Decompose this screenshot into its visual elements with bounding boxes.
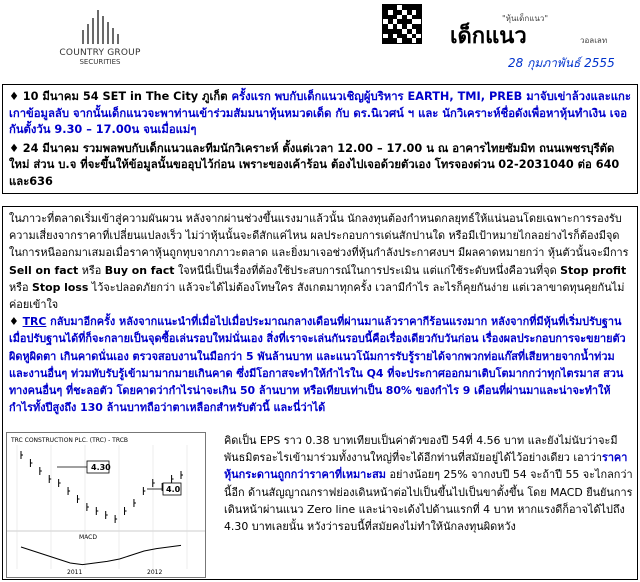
x-tick: 2012 <box>147 569 163 576</box>
stock-chart <box>6 432 206 578</box>
annotation-label: 4.30 <box>91 463 111 472</box>
event-date: 10 มีนาคม 54 SET in The City <box>22 90 199 103</box>
trc-highlight: กำไรน่าจะเกิน 50 ล้านบาท หรือเทียบเท่าเป็น 80% ของกำไร 9 เดือน <box>168 384 499 398</box>
intro-text: ในภาวะที่ตลาดเริ่มเข้าสู่ความผันผวน หลังจากผ่านช่วงขึ้นแรงมาแล้วนั้น นักลงทุนต้องกำหนดกลยุทธ์ให้แน่นอนโดยเฉพาะการรองรับความเสี่ยงจากราคาที่เปลี่ยนแปลงเร็ว ไม่ว่าหุ้นนั้นจะดีสักแค่ไหน ผลประกอบการเด่นสักปานใด หรือมีเป้าหมายไกลอย่างไรก็ต้องมีจุดในการหนีออกมาเสมอเมื่อราคาหุ้นถูกทุบจากภาวะตลาด และยิ่งมาเจอช่วงที่หุ้นกำลังประกาศงบฯ มีผลคาดหมายกว่า หุ้นตัวนั้นจะมีการ <box>9 212 629 260</box>
intro-text: ใจหนีนี่เป็นเรื่องที่ต้องใช้ประสบการณ์ในการประเมิน แต่แก่ใช้ระดับหนึ่งคือวนที่จุด <box>174 263 561 277</box>
trc-paragraph: ♦ TRC กลับมาอีกครั้ง หลังจากแนะนำที่เมื่อไปเมื่อประมาณกลางเดือนที่ผ่านมาแล้วราคากีร้อนแรงมาก หลังจากที่มีหุ้นที่เริ่มปรับฐาน เมื่อปรับฐานได้ที่ก็จะกลายเป็นจุดซื้อเล่นรอบใหม่นั่นเอง สิ่งที่เราจะเล่นกันรอบนี้คือเรื่องเดียวกับวันก่อน เรื่องผลประกอบการจะขยายตัวผิดหูผิดตา เกินคาดนั่นเอง ตรวจสอบงานในมือกว่า 5 พันล้านบาท และแนวโน้มการรับรู้รายได้จากพวกท่อแก๊สที่เสียหายจากน้ำท่วม และงานอื่นๆ ท่วมทับรับรู้เข้ามามากมายเกินคาด ซึ่งมีโอกาสจะทำให้กำไรใน Q4 ที่จะประกาศออกมาเติบโตมากกว่าทุกไตรมาส สวนทางคนอื่นๆ ที่ชะลอตัว โดยคาดว่ากำไรน่าจะเกิน 50 ล้านบาท หรือเทียบเท่าเป็น 80% ของกำไร 9 เดือนที่ผ่านมาและน่าจะทำให้กำไรทั้งปีสูงถึง 130 ล้านบาทถือว่าตาเหลือกสำหรับตัวนี้ และนี่ว่าได้ <box>9 315 626 415</box>
macd-label: MACD <box>79 534 97 541</box>
logo-bars-icon <box>78 8 122 44</box>
brand-small-right: วอลเลท <box>580 36 608 45</box>
issue-date: 28 กุมภาพันธ์ 2555 <box>508 56 615 70</box>
intro-text: หรือ <box>9 280 33 294</box>
chart-title: TRC CONSTRUCTION PLC. (TRC) - TRCB <box>11 437 128 444</box>
header <box>0 0 640 84</box>
trc-text: กลับมาอีกครั้ง หลังจากแนะนำที่เมื่อไปเมื่อประมาณกลางเดือนที่ผ่านมาแล้วราคากีร้อนแรงมาก หลังจากที่มีหุ้นที่เริ่มปรับฐาน เมื่อปรับฐานได้ที่ก็จะกลายเป็นจุดซื้อเล่นรอบใหม่นั่นเอง สิ่งที่เราจะเล่นกันรอบนี้คือเรื่องเดียวกับวันก่อน เรื่องผลประกอบการจะขยายตัวผิดหูผิดตา เกินคาดนั่นเอง ตรวจสอบงานในมือกว่า 5 พันล้านบาท และแนวโน้มการรับรู้รายได้จากพวกท่อแก๊สที่เสียหายจากน้ำท่วม และงานอื่นๆ ท่วมทับรับรู้เข้ามามากมายเกินคาด ซึ่งมีโอกาสจะทำให้กำไรใน <box>9 315 626 380</box>
stock-code: TRC <box>22 315 47 329</box>
intro-text: ไว้จะปลอดภัยกว่า แล้วจะได้ไม่ต้องโทษใคร สังเกตมาทุกครั้ง เวลามีกำไร ละไรก็คุยกันง่าย แต่เวลาขาดทุนคุยกันไม่ค่อยเข้าใจ <box>9 280 625 312</box>
intro-term: Stop profit <box>560 263 627 277</box>
side-text: อย่างน้อยๆ 25% จากงบปี 54 จะถ้าปี 55 จะไกลกว่านี้อีก ด้านสัญญาณกราฟย่องเดินหน้าต่อไปเป็นขึ้นไปเป็นขาตั้งขึ้น โดย MACD ยืนยันการเดินหน้าผ่านแนว Zero line และน่าจะเด้งไปด้านแรกที่ 4 บาท หากแรงดีก็อาจได้ไปถึง 4.30 บาทเลยนั้น หวังว่ารอบนี้ที่สมัยคงไม่ทำให้นักลงทุนผิดหวัง <box>224 468 633 534</box>
company-logo <box>40 8 160 66</box>
brand-main: เด็กแนว <box>450 23 527 49</box>
event-phone: 02-2031040 ต่อ 640 และ636 <box>9 158 620 188</box>
article-side <box>224 432 634 535</box>
bullet-icon: ♦ <box>9 141 20 155</box>
event-date: 24 มีนาคม <box>22 141 79 155</box>
side-highlight: ราคาหุ้นกระดานถูกกว่าราคาที่เหมาะสม <box>224 451 628 482</box>
event-highlight: ครั้งแรก พบกับเด็กแนวเชิญผู้บริหาร EARTH, TMI, PREB มาจับเข่าล้วงและแกะเกาข้อมูลลับ จากนั้นเด็กแนวจะพาท่านเข้าร่วมสัมมนาหุ้นหมวดเด็ด กับ ดร.นิเวศน์ ฯ และ นักวิเคราะห์ชื่อดังเพื่อหาหุ้นทำเงิน เจอกันตั้งวัน 9.30 – 17.00น จนเมื่อแม่ๆ <box>9 90 631 136</box>
brand-small-top: "หุ้นเด็กแนว" <box>502 14 548 23</box>
x-tick: 2011 <box>67 569 83 576</box>
events-box <box>2 84 638 194</box>
bullet-icon: ♦ <box>9 90 20 103</box>
intro-term: Sell on fact <box>9 263 79 277</box>
intro-term: Buy on fact <box>104 263 175 277</box>
qr-code-icon <box>382 4 422 44</box>
intro-term: Stop loss <box>32 280 89 294</box>
annotation-label: 4.0 <box>166 485 181 494</box>
event-item <box>9 141 631 191</box>
side-text: คิดเป็น EPS ราว 0.38 บาทเทียบเป็นค่าตัวของปี 54ที่ 4.56 บาท และยังไม่นับว่าจะมีพันธมิตรอะไรเข้ามาร่วมทั้งงานใหญ่ที่จะได้อีกท่านที่สมัยอยู่ได้ไว้อย่างเดียว เอาว่า <box>224 434 618 465</box>
trc-text: ที่ผ่านมาและน่าจะทำให้กำไรทั้งปีสูงถึง 130 ล้านบาทถือว่าตาเหลือกสำหรับตัวนี้ และนี่ว่าได้ <box>9 384 611 415</box>
article-intro <box>9 210 631 313</box>
trc-highlight: Q4 ที่จะประกาศออกมาเติบโตมากกว่าทุกไตรมาส <box>366 366 600 380</box>
event-item <box>9 89 631 139</box>
event-text: รวมพลพบกับเด็กแนวและทีมนักวิเคราะห์ ตั้งแต่เวลา 12.00 – 17.00 น ณ อาคารไทยซัมมิท ถนนเพชรบุรีตัดใหม่ ส่วน บ.จ ที่จะขึ้นให้ข้อมูลนั้นขออุบไว้ก่อน เพราะของเค้าร้อน ต้องไปเจอด้วยตัวเอง โทรจองด่วน <box>9 141 615 171</box>
intro-text: หรือ <box>78 263 105 277</box>
chart-svg <box>7 433 205 577</box>
event-text: ภูเก็ต <box>198 90 232 103</box>
company-name: COUNTRY GROUP <box>59 48 141 58</box>
company-sub: SECURITIES <box>79 58 121 66</box>
brand-logo <box>430 10 630 56</box>
trc-text: สวนทางคนอื่นๆ ที่ชะลอตัว โดยคาดว่า <box>9 366 624 398</box>
